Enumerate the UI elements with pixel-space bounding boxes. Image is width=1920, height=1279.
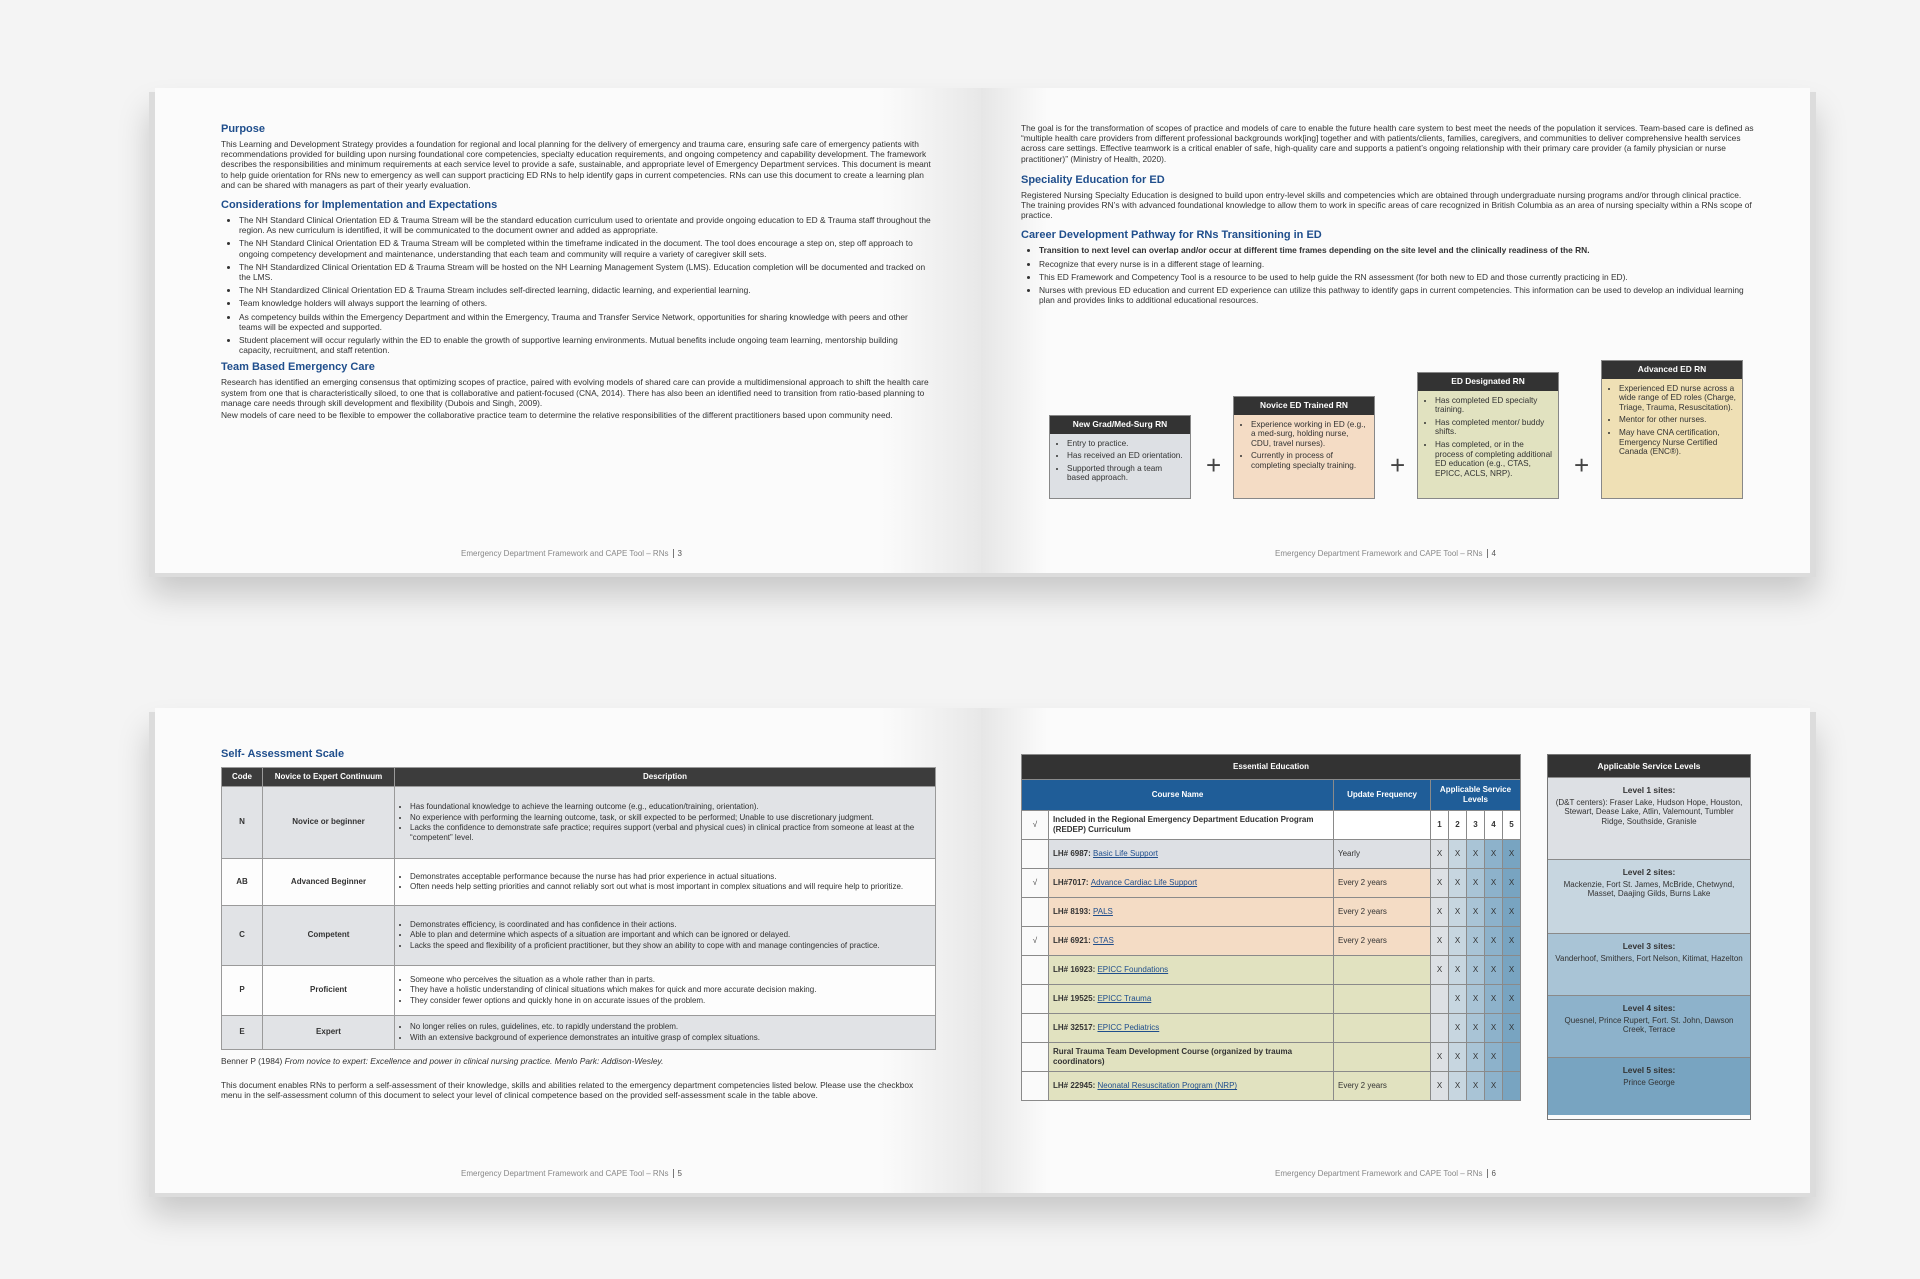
course-link[interactable]: Neonatal Resuscitation Program (NRP)	[1097, 1081, 1238, 1091]
description-item: • With an extensive background of experience demonstrates an intuitive grasp of complex situations.	[410, 1033, 931, 1043]
description-item: • Someone who perceives the situation as a whole rather than in parts.	[410, 975, 931, 985]
course-link[interactable]: EPICC Pediatrics	[1097, 1023, 1160, 1033]
level-sites: Mackenzie, Fort St. James, McBride, Chetwynd, Masset, Daajing Gilds, Burns Lake	[1563, 879, 1735, 899]
level-cell: Expert	[263, 1015, 395, 1049]
table-row	[1022, 927, 1521, 956]
service-level-2	[1548, 859, 1750, 933]
closing-text: This document enables RNs to perform a self-assessment of their knowledge, skills and abilities related to the emergency department competencies listed below. Please use the checkbox menu in the self-assessment column of this document to select your level of clinical competence based on the provided self-assessment scale in the table above.	[221, 1079, 914, 1100]
level-label: Level 3 sites:	[1622, 941, 1676, 951]
considerations-item: • The NH Standard Clinical Orientation ED & Trauma Stream will be completed within the timeframe indicated in the document. The tool does encourage a step on, step off approach to ongoing competency development and maintenance, understanding that each team and community will require a variety of caregiver skill sets.	[239, 238, 931, 258]
pathway-item: • Experienced ED nurse across a wide range of ED roles (Charge, Triage, Trauma, Resuscitation).	[1619, 384, 1736, 413]
page-number: 3	[677, 549, 682, 558]
course-name-cell	[1049, 811, 1334, 840]
team-text-1: Research has identified an emerging consensus that optimizing scopes of practice, paired with evolving models of shared care can provide a multidimensional approach to shift the health care system from one that is characteristically siloed, to one that is collaborative and patient-focused (CNA, 2014). There has also been an identified need to transition from ratio-based planning to manage care needs through skill development and flexibility (Dubois and Singh, 2009).	[221, 377, 929, 408]
update-frequency-cell: Yearly	[1334, 840, 1431, 869]
service-level-5	[1548, 1057, 1750, 1115]
table-row	[222, 786, 936, 858]
pathway-box-new-grad	[1049, 415, 1191, 499]
description-item: • No experience with performing the learning outcome, task, or skill expected to be performed; Unable to use discretionary judgment.	[410, 813, 931, 823]
level-mark-cell: X	[1485, 840, 1503, 869]
level-mark-cell: X	[1449, 1072, 1467, 1101]
course-code: LH# 32517:	[1053, 1023, 1098, 1033]
service-levels-header: Applicable Service Levels	[1431, 780, 1521, 811]
update-frequency-cell	[1334, 956, 1431, 985]
level-cell: Advanced Beginner	[263, 858, 395, 905]
update-frequency-cell	[1334, 1043, 1431, 1072]
level-mark-cell: X	[1467, 927, 1485, 956]
career-heading: Career Development Pathway for RNs Transitioning in ED	[1021, 229, 1322, 242]
level-mark-cell: X	[1485, 869, 1503, 898]
plus-sign: +	[1206, 450, 1222, 480]
level-sites: (D&T centers): Fraser Lake, Hudson Hope, Houston, Stewart, Dease Lake, Atlin, Valemount, Tumbler Ridge, Southside, Granisle	[1555, 797, 1743, 826]
course-link[interactable]: EPICC Foundations	[1097, 965, 1169, 975]
description-item: • Lacks the confidence to demonstrate safe practice; requires support (verbal and physical cues) in clinical practice from someone at least at the “competent” level.	[410, 823, 931, 842]
level-mark-cell: X	[1431, 1043, 1449, 1072]
service-level-1	[1548, 777, 1750, 859]
level-mark-cell: X	[1449, 1014, 1467, 1043]
table-row	[1022, 1043, 1521, 1072]
level-label: Level 2 sites:	[1622, 867, 1676, 877]
pathway-item: • May have CNA certification, Emergency Nurse Certified Canada (ENC®).	[1619, 428, 1736, 457]
course-name: Included in the Regional Emergency Department Education Program (REDEP) Curriculum	[1053, 815, 1314, 834]
description-item: • Demonstrates efficiency, is coordinated and has confidence in their actions.	[410, 920, 931, 930]
purpose-heading: Purpose	[221, 123, 266, 135]
pathway-item: • Entry to practice.	[1067, 439, 1184, 449]
level-number-cell: 3	[1467, 811, 1485, 840]
course-name-cell	[1049, 956, 1334, 985]
specialty-heading: Speciality Education for ED	[1021, 173, 1165, 186]
level-mark-cell: X	[1467, 985, 1485, 1014]
course-name-cell	[1049, 927, 1334, 956]
check-cell: √	[1022, 927, 1049, 956]
self-assessment-table	[221, 767, 936, 1050]
pathway-item: • Has completed ED specialty training.	[1435, 396, 1552, 415]
level-mark-cell: X	[1449, 869, 1467, 898]
pathway-box-advanced	[1601, 360, 1743, 499]
level-mark-cell: X	[1449, 840, 1467, 869]
course-link[interactable]: Basic Life Support	[1093, 849, 1158, 859]
table-title-row	[1022, 755, 1521, 780]
level-label: Level 5 sites:	[1622, 1065, 1676, 1075]
course-code: LH# 16923:	[1053, 965, 1098, 975]
course-link[interactable]: PALS	[1093, 907, 1113, 917]
check-cell	[1022, 956, 1049, 985]
page-number: 4	[1491, 549, 1496, 558]
pathway-box-designated	[1417, 372, 1559, 499]
level-mark-cell: X	[1431, 956, 1449, 985]
essential-education-body	[1022, 811, 1521, 1101]
level-mark-cell: X	[1485, 898, 1503, 927]
update-frequency-header: Update Frequency	[1334, 780, 1431, 811]
update-frequency-cell	[1334, 985, 1431, 1014]
column-header: Description	[395, 768, 936, 787]
essential-education-title: Essential Education	[1022, 755, 1521, 780]
column-header: Novice to Expert Continuum	[263, 768, 395, 787]
level-mark-cell: X	[1431, 1072, 1449, 1101]
service-levels-title: Applicable Service Levels	[1548, 755, 1750, 777]
code-cell: N	[222, 786, 263, 858]
table-row	[222, 965, 936, 1015]
level-number-cell: 2	[1449, 811, 1467, 840]
team-heading: Team Based Emergency Care	[221, 361, 375, 374]
course-link[interactable]: CTAS	[1093, 936, 1114, 946]
page-5	[155, 708, 981, 1193]
level-cell: Proficient	[263, 965, 395, 1015]
page-4	[981, 88, 1810, 573]
course-code: LH# 19525:	[1053, 994, 1098, 1004]
level-mark-cell: X	[1485, 1072, 1503, 1101]
description-item: • Often needs help setting priorities and cannot reliably sort out what is most important in complex situations and will require help to prioritize.	[410, 882, 931, 892]
code-cell: P	[222, 965, 263, 1015]
table-header-row	[222, 768, 936, 787]
description-item: • Able to plan and determine which aspects of a situation are important and which can be ignored or delayed.	[410, 930, 931, 940]
check-cell	[1022, 1043, 1049, 1072]
citation-title: From novice to expert: Excellence and power in clinical nursing practice. Menlo Park: Addison-Wesley.	[284, 1055, 664, 1066]
self-assessment-heading: Self- Assessment Scale	[221, 748, 345, 760]
level-cell: Competent	[263, 905, 395, 965]
check-cell	[1022, 1014, 1049, 1043]
level-sites: Vanderhoof, Smithers, Fort Nelson, Kitimat, Hazelton	[1555, 953, 1743, 963]
page-6	[981, 708, 1810, 1193]
considerations-list	[221, 215, 931, 355]
pathway-title: ED Designated RN	[1418, 373, 1558, 391]
page-3-footer	[461, 549, 682, 558]
level-mark-cell: X	[1431, 869, 1449, 898]
check-cell	[1022, 1072, 1049, 1101]
course-link[interactable]: EPICC Trauma	[1097, 994, 1152, 1004]
level-mark-cell: X	[1485, 956, 1503, 985]
table-row	[222, 905, 936, 965]
course-name-cell	[1049, 869, 1334, 898]
pathway-box-novice	[1233, 396, 1375, 499]
level-label: Level 1 sites:	[1622, 785, 1676, 795]
level-mark-cell: X	[1449, 985, 1467, 1014]
description-cell	[395, 786, 936, 858]
course-code: LH# 6987:	[1053, 849, 1094, 859]
career-item: • Recognize that every nurse is in a different stage of learning.	[1039, 259, 1756, 269]
table-row	[1022, 985, 1521, 1014]
level-mark-cell: X	[1503, 869, 1521, 898]
career-item: • This ED Framework and Competency Tool is a resource to be used to help guide the RN assessment (for both new to ED and those currently practicing in ED).	[1039, 272, 1756, 282]
level-mark-cell: X	[1431, 927, 1449, 956]
top-spread	[155, 88, 1810, 573]
level-mark-cell: X	[1485, 927, 1503, 956]
career-item: • Nurses with previous ED education and current ED experience can utilize this pathway to identify gaps in current competencies. This information can be used to develop an individual learning plan and provides links to additional educational resources.	[1039, 285, 1756, 305]
specialty-text: Registered Nursing Specialty Education is designed to build upon entry-level skills and competencies which are obtained through undergraduate nursing programs and/or through clinical practice. The training provides RN’s with advanced foundational knowledge to allow them to work in specific areas of care recognized in British Columbia as an area of nursing specialty within a RNs scope of practice.	[1021, 189, 1752, 221]
footer-title: Emergency Department Framework and CAPE Tool – RNs	[1275, 1169, 1483, 1178]
pathway-item: • Currently in process of completing specialty training.	[1251, 451, 1368, 470]
update-frequency-cell: Every 2 years	[1334, 898, 1431, 927]
page-4-intro: The goal is for the transformation of scopes of practice and models of care to enable the future health care system to best meet the needs of the population it services. Team-based care is defined as “multiple health care providers from different professional backgrounds work[ing] together and with patients/clients, families, caregivers, and communities to deliver comprehensive health services across care settings. Effective teamwork is a critical enabler of safe, high-quality care and supports a patient’s ongoing relationship with their primary care provider (a family physician or nurse practitioner)” (Ministry of Health, 2020).	[1021, 123, 1754, 164]
service-level-3	[1548, 933, 1750, 995]
career-list	[1021, 245, 1756, 305]
level-mark-cell: X	[1467, 898, 1485, 927]
table-row	[1022, 1014, 1521, 1043]
team-text-2: New models of care need to be flexible to empower the collaborative practice team to determine the relative responsibilities of the different practitioners based upon community need.	[221, 410, 893, 421]
pathway-item: • Has completed, or in the process of completing additional ED education (e.g., CTAS, EPICC, ACLS, NRP).	[1435, 440, 1552, 478]
level-mark-cell: X	[1467, 1014, 1485, 1043]
level-number-cell: 1	[1431, 811, 1449, 840]
description-cell	[395, 858, 936, 905]
level-mark-cell: X	[1449, 1043, 1467, 1072]
table-row	[1022, 840, 1521, 869]
citation	[221, 1056, 936, 1066]
course-code: LH# 22945:	[1053, 1081, 1098, 1091]
update-frequency-cell: Every 2 years	[1334, 927, 1431, 956]
pathway-item: • Has completed mentor/ buddy shifts.	[1435, 418, 1552, 437]
table-row	[1022, 1072, 1521, 1101]
level-sites: Prince George	[1623, 1077, 1675, 1087]
check-cell: √	[1022, 869, 1049, 898]
description-cell	[395, 965, 936, 1015]
page-5-content	[221, 748, 936, 1102]
page-3-content	[221, 123, 931, 422]
level-mark-cell	[1431, 985, 1449, 1014]
career-item: • Transition to next level can overlap and/or occur at different time frames depending on the site level and the clinically readiness of the RN.	[1039, 245, 1756, 255]
level-mark-cell: X	[1467, 956, 1485, 985]
level-mark-cell: X	[1467, 840, 1485, 869]
table-row	[1022, 869, 1521, 898]
service-level-4	[1548, 995, 1750, 1057]
level-mark-cell: X	[1503, 956, 1521, 985]
considerations-item: • As competency builds within the Emergency Department and within the Emergency, Trauma and Transfer Service Network, opportunities for sharing knowledge with peers and other teams will be expected and supported.	[239, 312, 931, 332]
description-cell	[395, 1015, 936, 1049]
level-cell: Novice or beginner	[263, 786, 395, 858]
table-row	[1022, 811, 1521, 840]
description-item: • They consider fewer options and quickly hone in on accurate issues of the problem.	[410, 996, 931, 1006]
level-mark-cell: X	[1467, 869, 1485, 898]
level-mark-cell: X	[1449, 898, 1467, 927]
course-name: Rural Trauma Team Development Course (organized by trauma coordinators)	[1053, 1047, 1293, 1066]
check-cell	[1022, 898, 1049, 927]
level-mark-cell: X	[1503, 898, 1521, 927]
course-name-cell	[1049, 1043, 1334, 1072]
table-row	[222, 1015, 936, 1049]
considerations-item: • The NH Standardized Clinical Orientation ED & Trauma Stream includes self-directed learning, didactic learning, and experiential learning.	[239, 285, 931, 295]
essential-education-table	[1021, 754, 1521, 1101]
service-levels-panel	[1547, 754, 1751, 1120]
footer-title: Emergency Department Framework and CAPE Tool – RNs	[1275, 549, 1483, 558]
description-cell	[395, 905, 936, 965]
level-mark-cell: X	[1485, 1014, 1503, 1043]
level-mark-cell: X	[1503, 840, 1521, 869]
table-row	[1022, 898, 1521, 927]
table-row	[222, 858, 936, 905]
pathway-title: Novice ED Trained RN	[1234, 397, 1374, 415]
considerations-item: • The NH Standardized Clinical Orientation ED & Trauma Stream will be hosted on the NH Learning Management System (LMS). Education completion will be documented and tracked on the LMS.	[239, 262, 931, 282]
pathway-item: • Supported through a team based approach.	[1067, 464, 1184, 483]
pathway-item: • Experience working in ED (e.g., a med-surg, holding nurse, CDU, travel nurses).	[1251, 420, 1368, 449]
level-number-cell: 5	[1503, 811, 1521, 840]
update-frequency-cell: Every 2 years	[1334, 869, 1431, 898]
course-name-cell	[1049, 898, 1334, 927]
bottom-spread	[155, 708, 1810, 1193]
level-mark-cell: X	[1485, 985, 1503, 1014]
update-frequency-cell	[1334, 811, 1431, 840]
purpose-text: This Learning and Development Strategy provides a foundation for regional and local planning for the delivery of emergency and trauma care, ensuring safe care of emergency patients with recommendations provided for building upon nursing foundational core competencies, specialty education requirements, and ongoing competency and capability development. The framework describes the responsibilities and minimum requirements at each service level to provide a safe, sustainable, and appropriate level of Emergency Department services. This document is meant to help guide orientation for RNs new to emergency as well can support practicing ED RNs to help identify gaps in current competencies. RNs can use this document to create a learning plan and can be shared with managers as part of their yearly evaluation.	[221, 139, 931, 190]
table-row	[1022, 956, 1521, 985]
level-mark-cell	[1431, 1014, 1449, 1043]
description-item: • No longer relies on rules, guidelines, etc. to rapidly understand the problem.	[410, 1022, 931, 1032]
course-link[interactable]: Advance Cardiac Life Support	[1090, 878, 1198, 888]
plus-sign: +	[1574, 450, 1590, 480]
considerations-item: • Student placement will occur regularly within the ED to enable the growth of supportive learning environments. Mutual benefits include ongoing team learning, mentorship building capacity, recruitment, and staff retention.	[239, 335, 931, 355]
level-mark-cell: X	[1449, 956, 1467, 985]
check-cell	[1022, 985, 1049, 1014]
citation-author: Benner P (1984)	[221, 1055, 285, 1066]
considerations-item: • Team knowledge holders will always support the learning of others.	[239, 298, 931, 308]
page-4-footer	[1275, 549, 1496, 558]
description-item: • Lacks the speed and flexibility of a proficient practitioner, but they show an ability to cope with and manage contingencies of practice.	[410, 941, 931, 951]
level-mark-cell	[1503, 1072, 1521, 1101]
pathway-title: Advanced ED RN	[1602, 361, 1742, 379]
level-label: Level 4 sites:	[1622, 1003, 1676, 1013]
check-cell: √	[1022, 811, 1049, 840]
level-mark-cell: X	[1485, 1043, 1503, 1072]
update-frequency-cell	[1334, 1014, 1431, 1043]
level-mark-cell: X	[1503, 1014, 1521, 1043]
course-code: LH#7017:	[1053, 878, 1091, 888]
check-cell	[1022, 840, 1049, 869]
page-4-content	[1021, 123, 1756, 311]
course-code: LH# 8193:	[1053, 907, 1094, 917]
level-number-cell: 4	[1485, 811, 1503, 840]
course-name-cell	[1049, 840, 1334, 869]
course-code: LH# 6921:	[1053, 936, 1094, 946]
level-mark-cell: X	[1431, 840, 1449, 869]
considerations-heading: Considerations for Implementation and Expectations	[221, 199, 498, 212]
page-number: 6	[1491, 1169, 1496, 1178]
level-mark-cell: X	[1449, 927, 1467, 956]
pathway-item: • Has received an ED orientation.	[1067, 451, 1184, 461]
page-6-footer	[1275, 1169, 1496, 1178]
level-mark-cell: X	[1431, 898, 1449, 927]
level-mark-cell: X	[1503, 985, 1521, 1014]
course-name-header: Course Name	[1022, 780, 1334, 811]
course-name-cell	[1049, 1072, 1334, 1101]
level-mark-cell: X	[1467, 1072, 1485, 1101]
pathway-item: • Mentor for other nurses.	[1619, 415, 1736, 425]
code-cell: AB	[222, 858, 263, 905]
course-name-cell	[1049, 1014, 1334, 1043]
code-cell: C	[222, 905, 263, 965]
description-item: • Demonstrates acceptable performance because the nurse has had prior experience in actual situations.	[410, 872, 931, 882]
page-number: 5	[677, 1169, 682, 1178]
course-name-cell	[1049, 985, 1334, 1014]
level-mark-cell: X	[1467, 1043, 1485, 1072]
page-5-footer	[461, 1169, 682, 1178]
description-item: • Has foundational knowledge to achieve the learning outcome (e.g., education/training, orientation).	[410, 802, 931, 812]
page-3	[155, 88, 981, 573]
code-cell: E	[222, 1015, 263, 1049]
description-item: • They have a holistic understanding of clinical situations which makes for quick and more accurate decision making.	[410, 985, 931, 995]
column-header: Code	[222, 768, 263, 787]
footer-title: Emergency Department Framework and CAPE Tool – RNs	[461, 1169, 669, 1178]
level-sites: Quesnel, Prince Rupert, Fort. St. John, Dawson Creek, Terrace	[1564, 1015, 1734, 1035]
pathway-title: New Grad/Med-Surg RN	[1050, 416, 1190, 434]
level-mark-cell	[1503, 1043, 1521, 1072]
table-header-row	[1022, 780, 1521, 811]
level-mark-cell: X	[1503, 927, 1521, 956]
plus-sign: +	[1390, 450, 1406, 480]
considerations-item: • The NH Standard Clinical Orientation ED & Trauma Stream will be the standard education curriculum used to orientate and provide ongoing education to ED & Trauma staff throughout the region. As new curriculum is identified, it will be communicated to the document owner and added as appropriate.	[239, 215, 931, 235]
footer-title: Emergency Department Framework and CAPE Tool – RNs	[461, 549, 669, 558]
update-frequency-cell: Every 2 years	[1334, 1072, 1431, 1101]
